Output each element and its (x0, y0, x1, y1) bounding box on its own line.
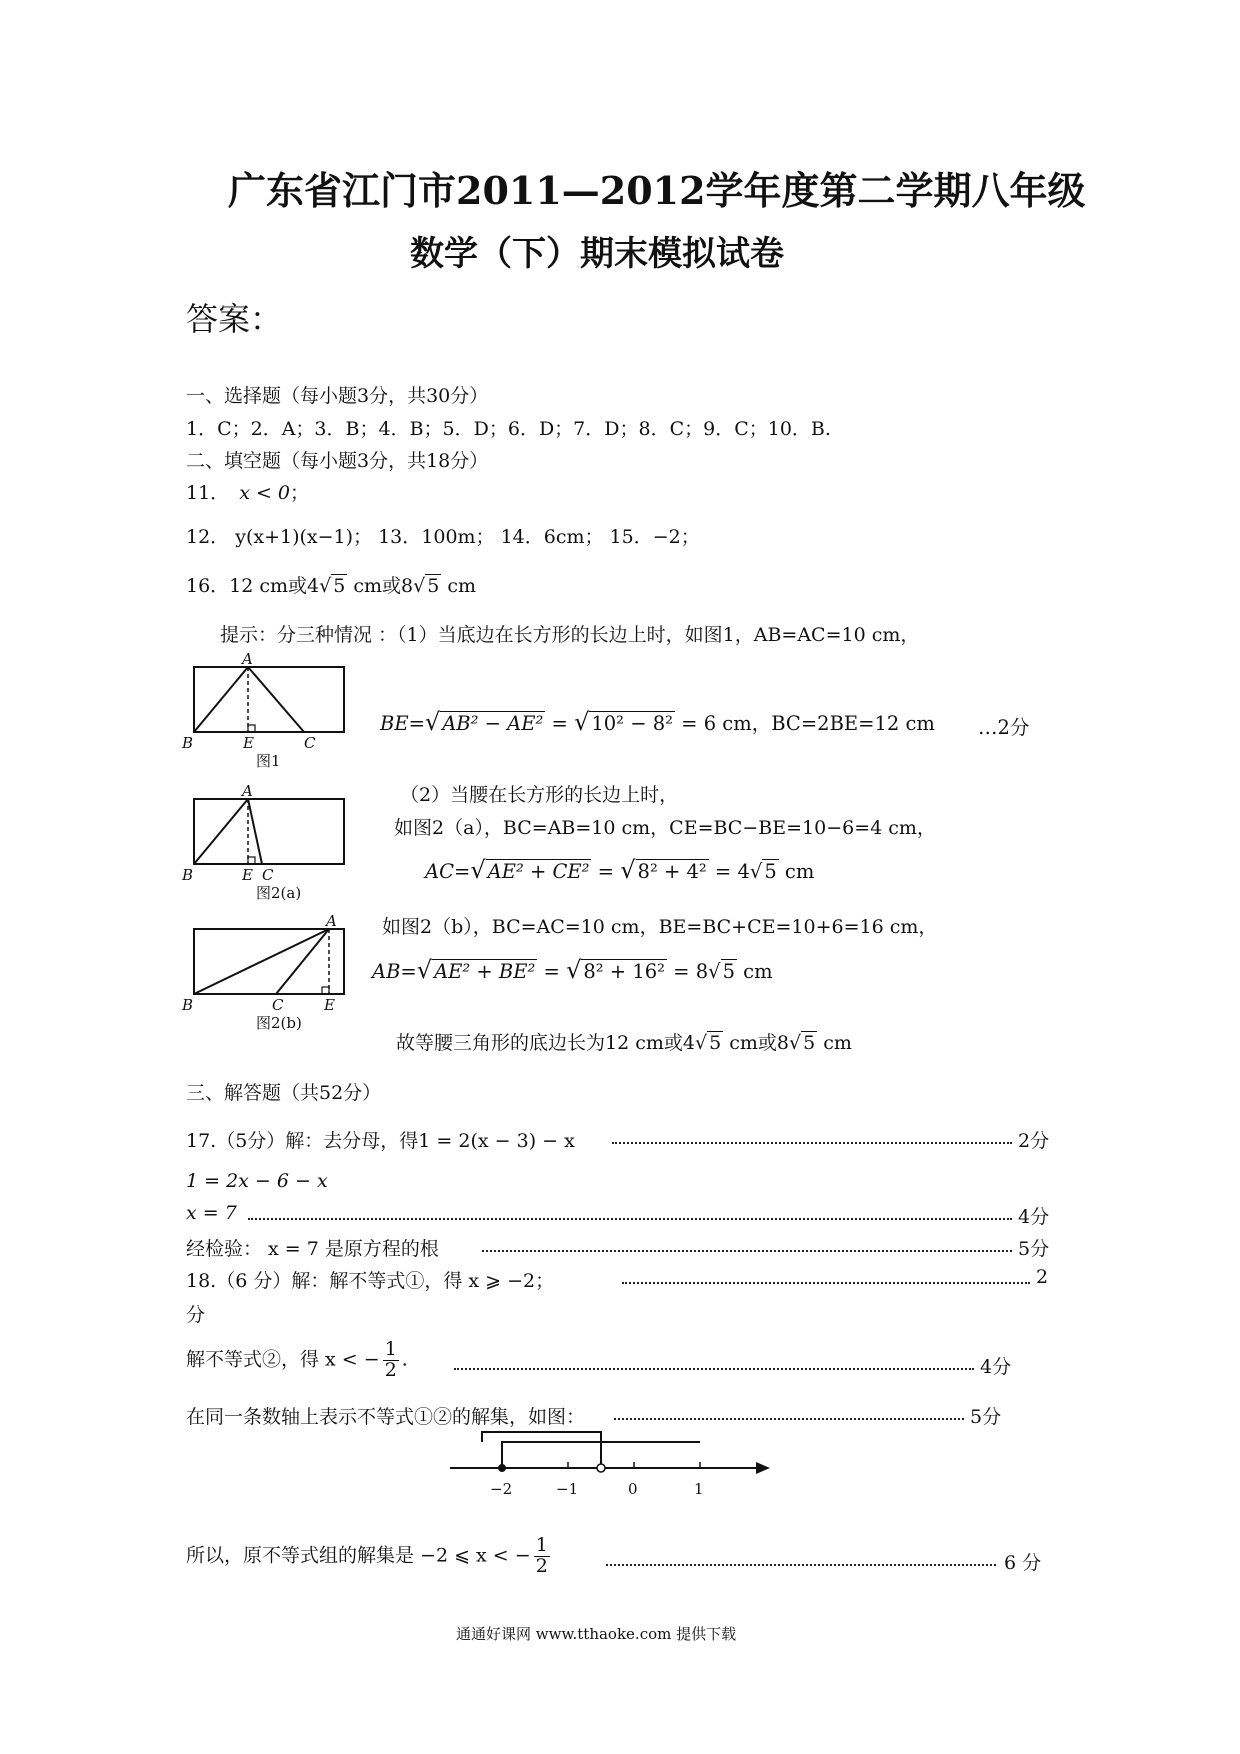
fig1-label-a: A (242, 650, 253, 668)
q16-post: cm (441, 575, 477, 597)
fig2a-label-e: E (242, 866, 253, 884)
fig2a-side-ab (194, 799, 248, 864)
q12-15-line: 12． y(x+1)(x−1)； 13．100m； 14．6cm； 15．−2； (186, 526, 700, 548)
ac-result-1: = 4 (708, 860, 750, 883)
q18-line-1: 18.（6 分）解：解不等式①，得 x ⩾ −2； (186, 1270, 555, 1292)
ab-equals: = (537, 960, 567, 983)
q11-line (186, 478, 309, 505)
filled-point-neg2 (498, 1464, 506, 1472)
ac-result-2: cm (778, 860, 815, 883)
tick-label-0: 0 (628, 1480, 638, 1498)
sqrt-symbol: √ (788, 1032, 802, 1054)
ac-lhs: AC= (425, 860, 471, 883)
fig2a-caption: 图2(a) (256, 884, 302, 902)
q17-dots-1 (612, 1128, 1012, 1144)
tick-label-neg2: −2 (490, 1480, 513, 1498)
fig1-right-angle-mark (248, 725, 255, 732)
fig2b-label-b: B (182, 996, 194, 1014)
be-radicand-2: 10² − 8² (591, 712, 673, 735)
sqrt-symbol: √ (620, 856, 636, 884)
fig1-label-b: B (182, 734, 194, 752)
q16-hint: 提示：分三种情况 ：（1）当底边在长方形的长边上时，如图1，AB=AC=10 cm， (220, 624, 920, 646)
ab-result-2: cm (736, 960, 773, 983)
fraction-numerator: 1 (535, 1534, 548, 1556)
q11-tail: ； (290, 482, 310, 504)
q17-line-1: 17.（5分）解：去分母，得1 = 2(x − 3) − x (186, 1130, 575, 1152)
fraction-numerator: 1 (384, 1338, 397, 1360)
fig1-side-ab (194, 667, 248, 732)
figure-2a (182, 782, 356, 902)
tick-label-1: 1 (694, 1480, 704, 1498)
q11-answer: x < 0 (239, 482, 290, 504)
q17-dots-4 (482, 1236, 1012, 1252)
ab-result-1: = 8 (666, 960, 709, 983)
ab-radicand-3: 5 (722, 960, 735, 983)
case2a-text: 如图2（a），BC=AB=10 cm，CE=BC−BE=10−6=4 cm， (394, 817, 936, 839)
fig2b-label-c: C (272, 996, 284, 1014)
fig1-side-ac (248, 667, 304, 732)
fig2b-label-e: E (324, 996, 335, 1014)
ac-radicand-1: AE² + CE² (487, 860, 590, 883)
answer-heading: 答案： (186, 300, 283, 338)
figure-1 (182, 650, 356, 770)
fig2a-rectangle (194, 799, 344, 864)
sqrt-symbol: √ (574, 708, 590, 736)
q18-dots-3 (614, 1404, 964, 1420)
conclusion-radicand-2: 5 (803, 1032, 816, 1054)
ac-equation (425, 856, 814, 884)
q18-l2-post: . (401, 1348, 408, 1371)
fraction-one-half (383, 1340, 399, 1381)
fig2b-side-ac (276, 929, 329, 994)
sqrt-symbol: √ (749, 860, 763, 883)
sqrt-symbol: √ (470, 856, 486, 884)
fig2b-right-angle-mark (322, 987, 329, 994)
q17-line-4: 经检验： x = 7 是原方程的根 (186, 1238, 439, 1260)
be-equals: = (545, 712, 575, 735)
q16-mid: cm或8 (347, 575, 414, 597)
ac-equals: = (591, 860, 621, 883)
q18-score-2: 4分 (980, 1356, 1012, 1378)
fig1-label-c: C (304, 734, 316, 752)
ab-radicand-1: AE² + BE² (434, 960, 536, 983)
be-radicand-1: AB² − AE² (442, 712, 544, 735)
q18-score-4: 6 分 (1004, 1552, 1042, 1574)
q18-line-2 (186, 1340, 408, 1381)
fig2a-side-ac (248, 799, 262, 864)
sqrt-symbol: √ (416, 956, 433, 984)
fig1-rectangle (194, 667, 344, 732)
fig1-label-e: E (243, 734, 254, 752)
page-title-line1: 广东省江门市2011—2012学年度第二学期八年级 (228, 168, 1086, 213)
q16-pre: 16．12 cm或4 (186, 575, 320, 597)
ac-radicand-2: 8² + 4² (637, 860, 707, 883)
ab-radicand-2: 8² + 16² (583, 960, 665, 983)
fig2b-caption: 图2(b) (256, 1014, 302, 1032)
fig1-caption: 图1 (256, 752, 281, 770)
q17-line-3: x = 7 (186, 1202, 237, 1224)
q17-line-2: 1 = 2x − 6 − x (186, 1170, 328, 1192)
sqrt-symbol: √ (413, 575, 426, 597)
sqrt-symbol: √ (566, 956, 582, 984)
page-title-line2: 数学（下）期末模拟试卷 (410, 234, 784, 274)
case2b-text: 如图2（b），BC=AC=10 cm，BE=BC+CE=10+6=16 cm， (382, 916, 938, 938)
section1-heading: 一、选择题（每小题3分，共30分） (186, 385, 489, 407)
section3-heading: 三、解答题（共52分） (186, 1082, 382, 1104)
fraction-denominator: 2 (384, 1358, 397, 1381)
sqrt-symbol: √ (694, 1032, 708, 1054)
q16-conclusion (396, 1028, 852, 1055)
sqrt-symbol: √ (319, 575, 332, 597)
q16-radicand-1: 5 (333, 575, 346, 597)
ab-equation (372, 956, 773, 984)
fig2a-right-angle-mark (248, 857, 255, 864)
q18-score-3: 5分 (970, 1406, 1002, 1428)
q17-dots-3 (248, 1204, 1012, 1220)
q18-dots-4 (606, 1550, 996, 1566)
q18-line-3: 在同一条数轴上表示不等式①②的解集，如图： (186, 1406, 586, 1428)
ac-radicand-3: 5 (764, 860, 777, 883)
open-point-neg-half (597, 1464, 605, 1472)
q11-number: 11． (186, 482, 230, 504)
q18-dots-1 (622, 1268, 1030, 1284)
q17-score-1: 2分 (1018, 1130, 1050, 1152)
solution-ray-lt-neg-half (482, 1432, 601, 1468)
section2-heading: 二、填空题（每小题3分，共18分） (186, 450, 489, 472)
q18-l2-pre: 解不等式②，得 x < − (186, 1348, 380, 1371)
fig2b-label-a: A (326, 912, 337, 930)
fraction-one-half (534, 1536, 550, 1577)
q18-line-4 (186, 1536, 553, 1577)
fig2a-label-c: C (262, 866, 274, 884)
case2-heading: （2）当腰在长方形的长边上时， (400, 784, 679, 806)
q17-score-3: 4分 (1018, 1206, 1050, 1228)
number-line-arrow-icon (756, 1462, 770, 1474)
q16-radicand-2: 5 (427, 575, 440, 597)
sqrt-symbol: √ (708, 960, 721, 983)
ab-lhs: AB= (372, 960, 417, 983)
be-score: …2分 (978, 716, 1030, 739)
sqrt-symbol: √ (424, 708, 441, 736)
be-lhs: BE= (380, 712, 425, 735)
fraction-denominator: 2 (535, 1554, 548, 1577)
be-result: = 6 cm，BC=2BE=12 cm (674, 712, 935, 735)
q18-score-1a: 2 (1036, 1266, 1049, 1288)
conclusion-mid: cm或8 (723, 1032, 789, 1054)
conclusion-radicand-1: 5 (709, 1032, 722, 1054)
fig2a-label-a: A (242, 782, 253, 800)
q18-l4-pre: 所以，原不等式组的解集是 −2 ⩽ x < − (186, 1544, 531, 1567)
conclusion-post: cm (817, 1032, 852, 1054)
q18-score-1b: 分 (186, 1304, 206, 1326)
conclusion-pre: 故等腰三角形的底边长为12 cm或4 (396, 1032, 695, 1054)
fig2b-side-ab (194, 929, 329, 994)
be-equation (380, 708, 935, 736)
page-footer: 通通好课网 www.tthaoke.com 提供下载 (456, 1625, 737, 1643)
q18-dots-2 (454, 1354, 974, 1370)
figure-2b (182, 912, 356, 1032)
tick-label-neg1: −1 (556, 1480, 579, 1498)
section1-answers: 1．C；2．A；3．B；4．B；5．D；6．D；7．D；8．C；9．C；10．B. (186, 418, 831, 440)
number-line (440, 1420, 780, 1500)
q17-score-4: 5分 (1018, 1238, 1050, 1260)
fig2a-label-b: B (182, 866, 194, 884)
q16-line (186, 571, 476, 598)
